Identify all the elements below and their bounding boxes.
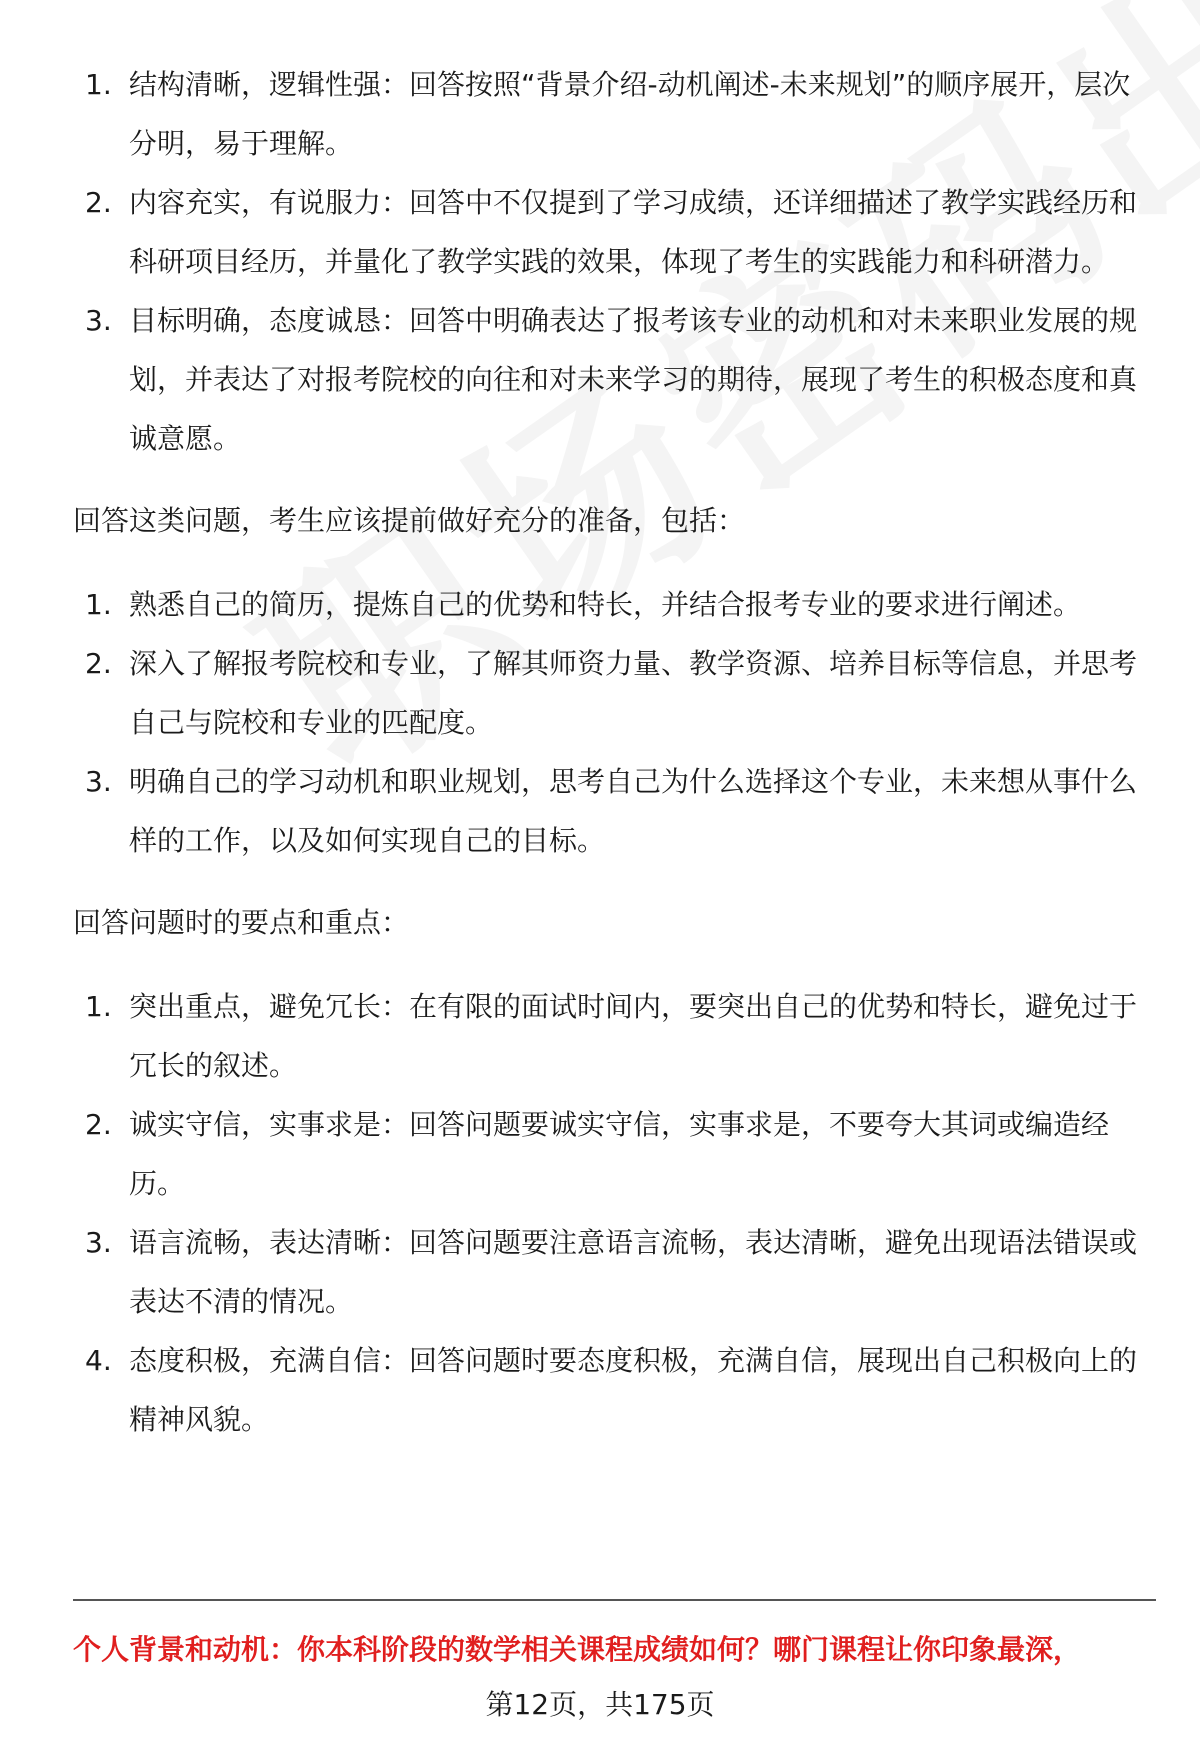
list-number: 1.	[85, 588, 112, 621]
list-text: 突出重点，避免冗长：在有限的面试时间内，要突出自己的优势和特长，避免过于冗长的叙述。	[129, 990, 1138, 1082]
list-text: 深入了解报考院校和专业，了解其师资力量、教学资源、培养目标等信息，并思考自己与院校和专业的匹配度。	[129, 647, 1138, 739]
list-item	[73, 1213, 1153, 1331]
list-item	[73, 291, 1153, 468]
list-item	[73, 752, 1153, 870]
list-item	[73, 1095, 1153, 1213]
list-text: 语言流畅，表达清晰：回答问题要注意语言流畅，表达清晰，避免出现语法错误或表达不清的情况。	[129, 1226, 1138, 1318]
next-question-heading: 个人背景和动机：你本科阶段的数学相关课程成绩如何？哪门课程让你印象最深，	[73, 1633, 1082, 1666]
list-item	[73, 173, 1153, 291]
list-text: 诚实守信，实事求是：回答问题要诚实守信，实事求是，不要夸大其词或编造经历。	[129, 1108, 1110, 1200]
list-text: 明确自己的学习动机和职业规划，思考自己为什么选择这个专业，未来想从事什么样的工作，以及如何实现自己的目标。	[129, 765, 1138, 857]
list-number: 1.	[85, 68, 112, 101]
list-number: 2.	[85, 1108, 112, 1141]
page-number: 第12页，共175页	[485, 1688, 715, 1721]
preparation-list	[73, 575, 1153, 870]
list-number: 3.	[85, 765, 112, 798]
list-number: 3.	[85, 304, 112, 337]
evaluation-list	[73, 55, 1153, 468]
preparation-intro: 回答这类问题，考生应该提前做好充分的准备，包括：	[73, 504, 746, 537]
list-item	[73, 55, 1153, 173]
list-text: 结构清晰，逻辑性强：回答按照“背景介绍-动机阐述-未来规划”的顺序展开，层次分明，易于理解。	[129, 68, 1131, 160]
list-item	[73, 634, 1153, 752]
list-text: 目标明确，态度诚恳：回答中明确表达了报考该专业的动机和对未来职业发展的规划，并表达了对报考院校的向往和对未来学习的期待，展现了考生的积极态度和真诚意愿。	[129, 304, 1138, 455]
list-number: 3.	[85, 1226, 112, 1259]
list-text: 态度积极，充满自信：回答问题时要态度积极，充满自信，展现出自己积极向上的精神风貌。	[129, 1344, 1138, 1436]
list-number: 4.	[85, 1344, 112, 1377]
list-item	[73, 1331, 1153, 1449]
list-item	[73, 575, 1153, 634]
document-body	[73, 55, 1153, 1449]
list-text: 熟悉自己的简历，提炼自己的优势和特长，并结合报考专业的要求进行阐述。	[129, 588, 1082, 621]
list-item	[73, 977, 1153, 1095]
key-points-intro: 回答问题时的要点和重点：	[73, 906, 410, 939]
key-points-list	[73, 977, 1153, 1449]
list-number: 2.	[85, 186, 112, 219]
list-number: 1.	[85, 990, 112, 1023]
list-number: 2.	[85, 647, 112, 680]
section-divider	[73, 1599, 1156, 1601]
list-text: 内容充实，有说服力：回答中不仅提到了学习成绩，还详细描述了教学实践经历和科研项目经历，并量化了教学实践的效果，体现了考生的实践能力和科研潜力。	[129, 186, 1138, 278]
